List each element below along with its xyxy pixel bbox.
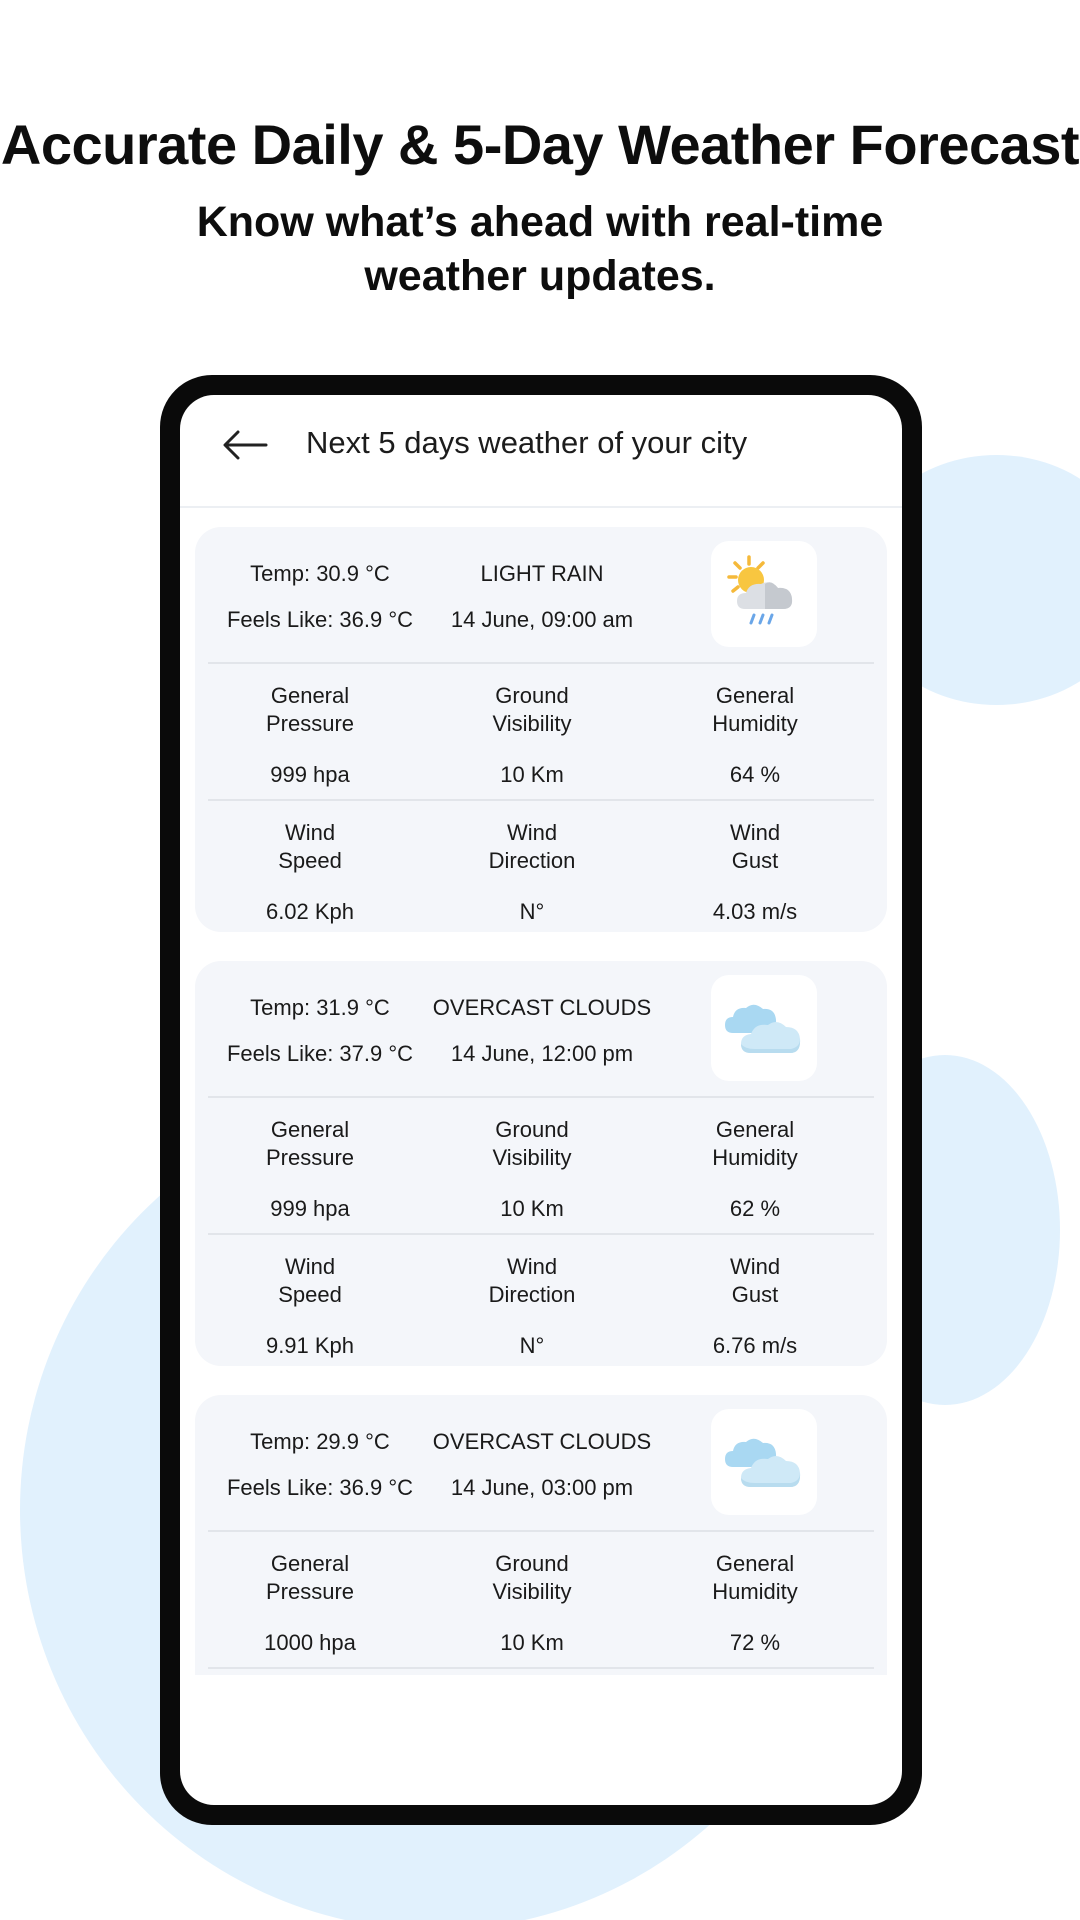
page-title: Next 5 days weather of your city <box>306 425 748 460</box>
stat-label: Wind <box>284 820 336 845</box>
stat-value: 999 hpa <box>270 762 350 787</box>
temperature: Temp: 29.9 °C <box>250 1429 390 1454</box>
feels-like: Feels Like: 36.9 °C <box>226 1475 414 1500</box>
stat-label: Humidity <box>712 1145 798 1170</box>
stat-value: 72 % <box>729 1630 781 1655</box>
stat-label: Pressure <box>265 711 355 736</box>
arrow-left-icon <box>220 425 270 465</box>
stat-label: Wind <box>729 820 781 845</box>
stat-label: General <box>715 1551 795 1576</box>
stat-value: 10 Km <box>500 762 564 787</box>
stat-label: Wind <box>506 820 558 845</box>
stat-label: Ground <box>495 1551 569 1576</box>
stat-label: Gust <box>731 848 779 873</box>
stat-value: 10 Km <box>500 1196 564 1221</box>
stat-value: 64 % <box>729 762 781 787</box>
promo-subline-2: weather updates. <box>364 252 716 300</box>
stats-row <box>195 1098 887 1234</box>
stat-label: Wind <box>729 1254 781 1279</box>
temperature: Temp: 31.9 °C <box>250 995 390 1020</box>
stat-value: N° <box>519 1333 545 1358</box>
forecast-card <box>195 1395 887 1675</box>
back-button[interactable] <box>220 425 270 465</box>
weather-icon-box <box>711 541 817 647</box>
feels-like: Feels Like: 36.9 °C <box>226 607 414 632</box>
stat-value: 9.91 Kph <box>265 1333 355 1358</box>
stat-label: Ground <box>495 1117 569 1142</box>
stat-label: Visibility <box>492 1145 572 1170</box>
stat-value: 4.03 m/s <box>712 899 798 924</box>
stat-label: Humidity <box>712 711 798 736</box>
stat-label: General <box>715 683 795 708</box>
stat-label: Humidity <box>712 1579 798 1604</box>
stat-value: 1000 hpa <box>264 1630 356 1655</box>
app-bar <box>180 395 902 508</box>
forecast-datetime: 14 June, 03:00 pm <box>450 1475 634 1500</box>
stat-value: 62 % <box>729 1196 781 1221</box>
app-screen <box>180 395 902 1805</box>
stat-label: Pressure <box>265 1579 355 1604</box>
stat-value: 6.02 Kph <box>265 899 355 924</box>
weather-description: LIGHT RAIN <box>480 561 604 586</box>
stats-row <box>195 801 887 937</box>
forecast-summary <box>195 961 887 1096</box>
stat-label: Wind <box>506 1254 558 1279</box>
stat-label: Wind <box>284 1254 336 1279</box>
forecast-datetime: 14 June, 12:00 pm <box>450 1041 634 1066</box>
promo-headline: Accurate Daily & 5-Day Weather Forecast <box>0 113 1080 176</box>
stat-label: Gust <box>731 1282 779 1307</box>
stat-label: Speed <box>278 1282 342 1307</box>
stat-value: 6.76 m/s <box>712 1333 798 1358</box>
forecast-card <box>195 961 887 1366</box>
stat-label: Ground <box>495 683 569 708</box>
overcast-clouds-icon <box>721 1421 807 1503</box>
divider <box>208 1667 874 1669</box>
sun-cloud-rain-icon <box>721 553 807 635</box>
stat-label: General <box>270 1551 350 1576</box>
forecast-list[interactable] <box>195 527 887 1675</box>
weather-description: OVERCAST CLOUDS <box>432 995 652 1020</box>
forecast-summary <box>195 527 887 662</box>
stat-label: Direction <box>488 848 576 873</box>
temperature: Temp: 30.9 °C <box>250 561 390 586</box>
promo-subline <box>0 195 1080 303</box>
weather-icon-box <box>711 1409 817 1515</box>
stat-label: Pressure <box>265 1145 355 1170</box>
stats-row <box>195 1235 887 1371</box>
weather-icon-box <box>711 975 817 1081</box>
forecast-summary <box>195 1395 887 1530</box>
forecast-datetime: 14 June, 09:00 am <box>450 607 634 632</box>
stat-label: Visibility <box>492 1579 572 1604</box>
overcast-clouds-icon <box>721 987 807 1069</box>
stat-label: Direction <box>488 1282 576 1307</box>
feels-like: Feels Like: 37.9 °C <box>226 1041 414 1066</box>
promo-subline-1: Know what’s ahead with real-time <box>196 198 884 246</box>
stat-label: General <box>715 1117 795 1142</box>
stat-value: N° <box>519 899 545 924</box>
stats-row <box>195 664 887 800</box>
stats-row <box>195 1532 887 1668</box>
stat-label: Visibility <box>492 711 572 736</box>
stat-label: General <box>270 683 350 708</box>
weather-description: OVERCAST CLOUDS <box>432 1429 652 1454</box>
stat-value: 10 Km <box>500 1630 564 1655</box>
forecast-card <box>195 527 887 932</box>
stat-label: General <box>270 1117 350 1142</box>
stat-label: Speed <box>278 848 342 873</box>
phone-frame <box>160 375 922 1825</box>
stat-value: 999 hpa <box>270 1196 350 1221</box>
